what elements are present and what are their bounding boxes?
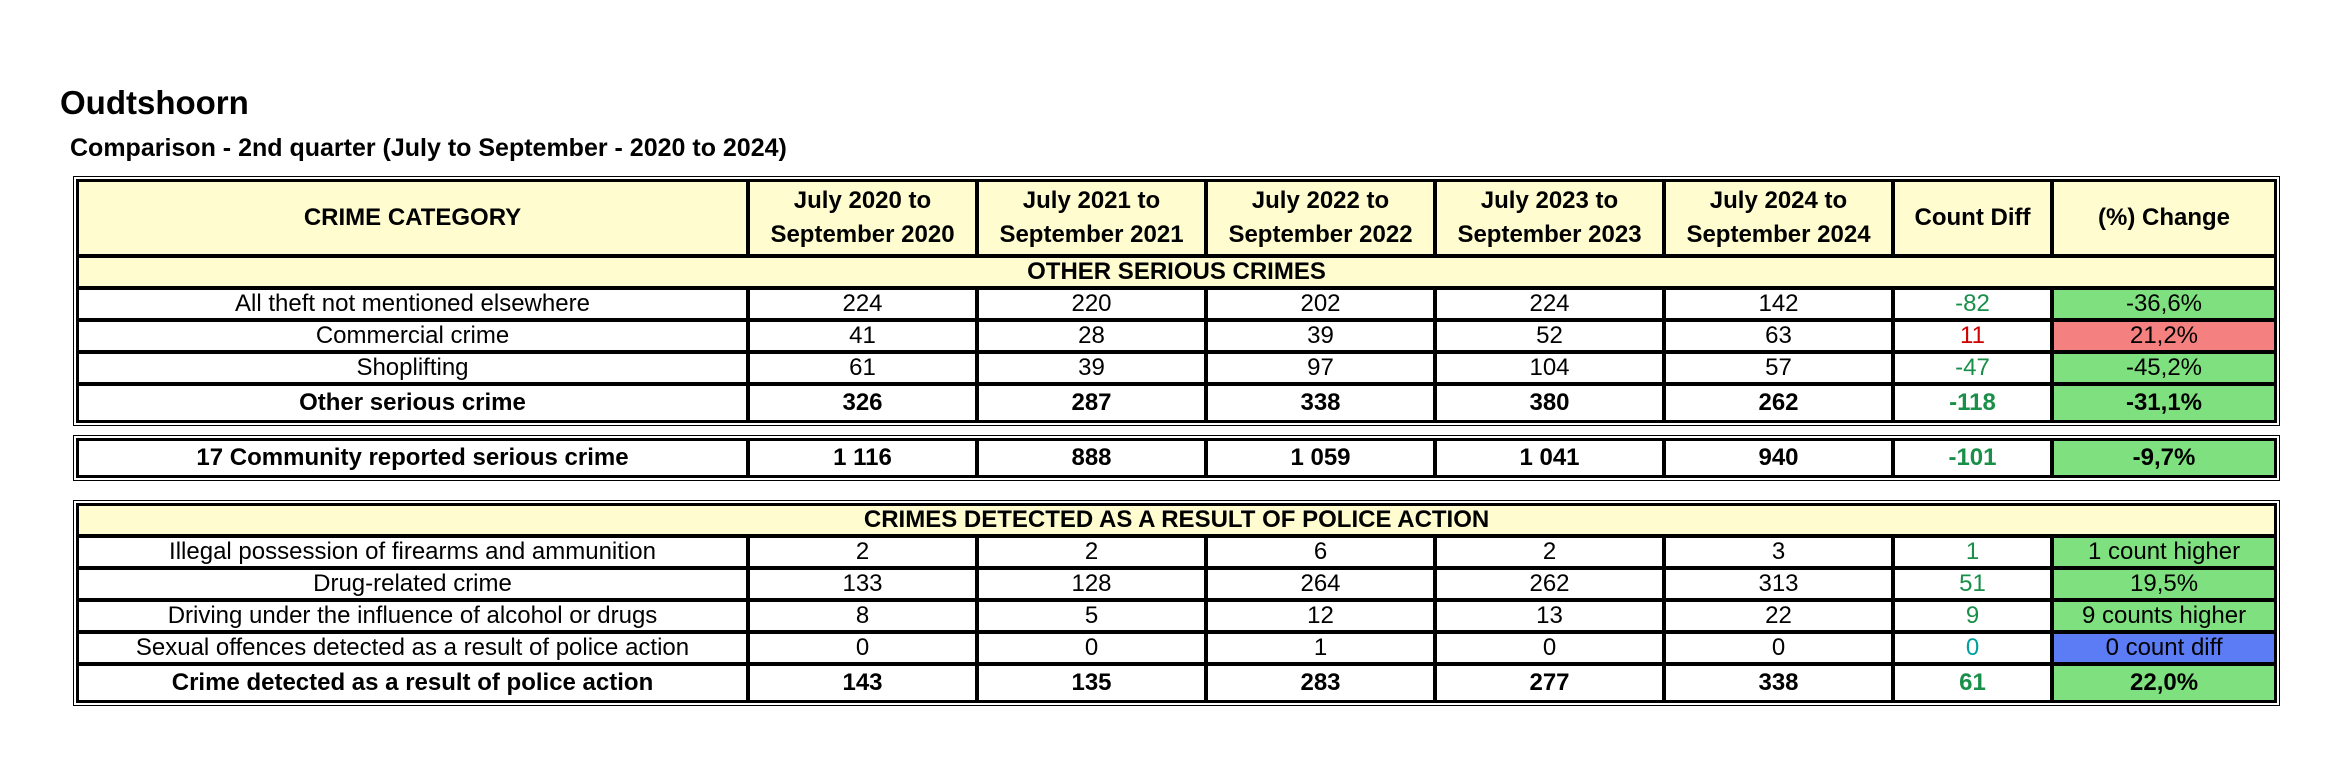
section-title-row — [77, 504, 2276, 536]
cell-2022: 264 — [1206, 568, 1435, 600]
cell-2021: 28 — [977, 320, 1206, 352]
cell-2023: 104 — [1435, 352, 1664, 384]
cell-2022: 97 — [1206, 352, 1435, 384]
table-row — [77, 288, 2276, 320]
header-2023: July 2023 to September 2023 — [1435, 180, 1664, 256]
cell-2020: 326 — [748, 384, 977, 422]
header-pct-change: (%) Change — [2052, 180, 2276, 256]
other-serious-crimes-table — [73, 176, 2280, 426]
table-row — [77, 568, 2276, 600]
row-category: Illegal possession of firearms and ammunition — [77, 536, 748, 568]
cell-2020: 41 — [748, 320, 977, 352]
cell-2024: 57 — [1664, 352, 1893, 384]
cell-2024: 338 — [1664, 664, 1893, 702]
table-row — [77, 320, 2276, 352]
header-crime-category: CRIME CATEGORY — [77, 180, 748, 256]
cell-2024: 142 — [1664, 288, 1893, 320]
cell-2021: 39 — [977, 352, 1206, 384]
cell-2024: 63 — [1664, 320, 1893, 352]
cell-2021: 220 — [977, 288, 1206, 320]
cell-2020: 224 — [748, 288, 977, 320]
section-title-police-action: CRIMES DETECTED AS A RESULT OF POLICE ACTION — [77, 504, 2276, 536]
cell-2023: 1 041 — [1435, 439, 1664, 477]
section-title-row — [77, 256, 2276, 288]
cell-pct-change: -31,1% — [2052, 384, 2276, 422]
table-row — [77, 632, 2276, 664]
row-category: All theft not mentioned elsewhere — [77, 288, 748, 320]
cell-2024: 262 — [1664, 384, 1893, 422]
row-category: Shoplifting — [77, 352, 748, 384]
header-count-diff: Count Diff — [1893, 180, 2052, 256]
header-2021: July 2021 to September 2021 — [977, 180, 1206, 256]
cell-count-diff: -82 — [1893, 288, 2052, 320]
row-category: Sexual offences detected as a result of police action — [77, 632, 748, 664]
cell-count-diff: 11 — [1893, 320, 2052, 352]
cell-2020: 8 — [748, 600, 977, 632]
cell-2020: 133 — [748, 568, 977, 600]
row-category: Driving under the influence of alcohol or drugs — [77, 600, 748, 632]
cell-2023: 380 — [1435, 384, 1664, 422]
cell-2021: 888 — [977, 439, 1206, 477]
row-category: Commercial crime — [77, 320, 748, 352]
cell-2021: 135 — [977, 664, 1206, 702]
cell-2020: 61 — [748, 352, 977, 384]
cell-2022: 202 — [1206, 288, 1435, 320]
table-row — [77, 536, 2276, 568]
cell-2023: 277 — [1435, 664, 1664, 702]
total-category: Other serious crime — [77, 384, 748, 422]
cell-2021: 287 — [977, 384, 1206, 422]
cell-2021: 0 — [977, 632, 1206, 664]
cell-count-diff: 51 — [1893, 568, 2052, 600]
cell-count-diff: 9 — [1893, 600, 2052, 632]
total-row — [77, 664, 2276, 702]
total-row — [77, 384, 2276, 422]
page-subtitle: Comparison - 2nd quarter (July to September - 2020 to 2024) — [70, 134, 787, 162]
cell-2021: 5 — [977, 600, 1206, 632]
header-2022: July 2022 to September 2022 — [1206, 180, 1435, 256]
cell-2024: 22 — [1664, 600, 1893, 632]
cell-2022: 283 — [1206, 664, 1435, 702]
cell-count-diff: -101 — [1893, 439, 2052, 477]
cell-2024: 0 — [1664, 632, 1893, 664]
cell-2023: 0 — [1435, 632, 1664, 664]
table-row — [77, 352, 2276, 384]
cell-2024: 940 — [1664, 439, 1893, 477]
cell-pct-change: 9 counts higher — [2052, 600, 2276, 632]
cell-2023: 52 — [1435, 320, 1664, 352]
cell-2022: 338 — [1206, 384, 1435, 422]
cell-2020: 0 — [748, 632, 977, 664]
cell-pct-change: -36,6% — [2052, 288, 2276, 320]
cell-2020: 1 116 — [748, 439, 977, 477]
cell-pct-change: 21,2% — [2052, 320, 2276, 352]
cell-count-diff: 0 — [1893, 632, 2052, 664]
cell-2024: 3 — [1664, 536, 1893, 568]
cell-2022: 1 — [1206, 632, 1435, 664]
page-title: Oudtshoorn — [60, 84, 249, 121]
cell-2022: 12 — [1206, 600, 1435, 632]
cell-2024: 313 — [1664, 568, 1893, 600]
cell-count-diff: -47 — [1893, 352, 2052, 384]
cell-2021: 128 — [977, 568, 1206, 600]
cell-2022: 6 — [1206, 536, 1435, 568]
cell-count-diff: 1 — [1893, 536, 2052, 568]
police-action-table — [73, 500, 2280, 706]
total-category: 17 Community reported serious crime — [77, 439, 748, 477]
cell-2023: 2 — [1435, 536, 1664, 568]
cell-count-diff: -118 — [1893, 384, 2052, 422]
total-category: Crime detected as a result of police action — [77, 664, 748, 702]
table-header-row — [77, 180, 2276, 256]
header-2024: July 2024 to September 2024 — [1664, 180, 1893, 256]
cell-pct-change: 22,0% — [2052, 664, 2276, 702]
cell-2023: 262 — [1435, 568, 1664, 600]
cell-2022: 1 059 — [1206, 439, 1435, 477]
section-title-other-serious: OTHER SERIOUS CRIMES — [77, 256, 2276, 288]
cell-2020: 143 — [748, 664, 977, 702]
row-category: Drug-related crime — [77, 568, 748, 600]
cell-pct-change: -45,2% — [2052, 352, 2276, 384]
cell-2021: 2 — [977, 536, 1206, 568]
cell-pct-change: 0 count diff — [2052, 632, 2276, 664]
cell-2022: 39 — [1206, 320, 1435, 352]
cell-count-diff: 61 — [1893, 664, 2052, 702]
table-row — [77, 600, 2276, 632]
cell-2023: 13 — [1435, 600, 1664, 632]
cell-2023: 224 — [1435, 288, 1664, 320]
cell-pct-change: 19,5% — [2052, 568, 2276, 600]
cell-pct-change: -9,7% — [2052, 439, 2276, 477]
header-2020: July 2020 to September 2020 — [748, 180, 977, 256]
cell-2020: 2 — [748, 536, 977, 568]
community-reported-table — [73, 435, 2280, 481]
total-row — [77, 439, 2276, 477]
cell-pct-change: 1 count higher — [2052, 536, 2276, 568]
